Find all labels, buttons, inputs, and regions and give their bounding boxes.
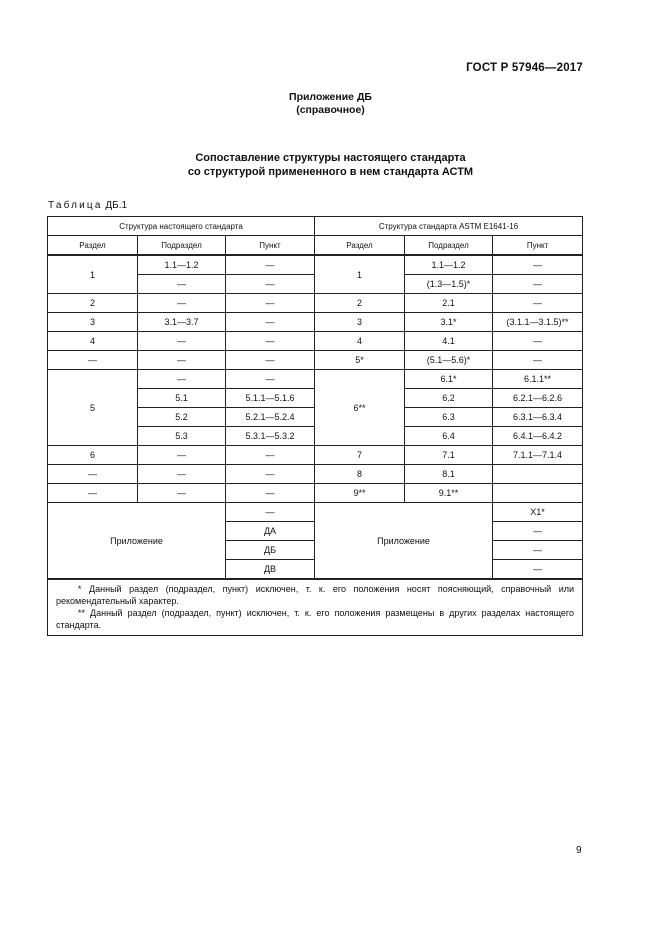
table-row [48, 446, 583, 465]
table-cell: — [48, 484, 138, 503]
table-cell: 1.1—1.2 [405, 255, 493, 275]
table-cell: 4.1 [405, 332, 493, 351]
table-cell: ДБ [226, 541, 315, 560]
table-cell: — [493, 332, 583, 351]
appendix-label-left: Приложение [48, 503, 226, 580]
table-cell: — [226, 255, 315, 275]
table-cell: 4 [315, 332, 405, 351]
table-cell: 1 [48, 255, 138, 294]
table-cell: 6.2 [405, 389, 493, 408]
table-cell: 7 [315, 446, 405, 465]
table-cell: 6.4.1—6.4.2 [493, 427, 583, 446]
column-header: Подраздел [405, 236, 493, 256]
table-cell: 5* [315, 351, 405, 370]
table-group-header-row [48, 217, 583, 236]
table-cell: — [226, 275, 315, 294]
table-notes-row [48, 579, 583, 636]
table-cell: — [226, 484, 315, 503]
table-cell: 5 [48, 370, 138, 446]
table-label [48, 200, 127, 211]
appendix-subtitle: (справочное) [296, 104, 365, 116]
table-cell: — [493, 541, 583, 560]
appendix-heading [0, 91, 661, 117]
table-cell: — [493, 351, 583, 370]
table-row [48, 313, 583, 332]
table-notes [48, 579, 583, 636]
appendix-title: Приложение ДБ [289, 91, 372, 103]
table-cell: 5.1.1—5.1.6 [226, 389, 315, 408]
table-cell: 1.1—1.2 [138, 255, 226, 275]
table-cell: 6 [48, 446, 138, 465]
table-cell: 3 [315, 313, 405, 332]
table-cell: — [226, 503, 315, 522]
table-cell: 9** [315, 484, 405, 503]
table-cell: ДВ [226, 560, 315, 580]
table-cell: — [138, 370, 226, 389]
table-cell: (5.1—5.6)* [405, 351, 493, 370]
table-cell [493, 484, 583, 503]
table-cell: 3.1* [405, 313, 493, 332]
table-cell: 8 [315, 465, 405, 484]
table-cell: — [48, 465, 138, 484]
document-title [0, 151, 661, 179]
column-header: Раздел [48, 236, 138, 256]
table-cell: — [493, 560, 583, 580]
table-cell: — [226, 351, 315, 370]
table-cell: — [493, 522, 583, 541]
table-cell: — [48, 351, 138, 370]
table-cell: — [493, 275, 583, 294]
document-title-line-1: Сопоставление структуры настоящего стандарта [195, 152, 466, 164]
table-cell: — [226, 294, 315, 313]
table-cell: 5.2 [138, 408, 226, 427]
table-cell: — [226, 465, 315, 484]
table-cell: — [138, 294, 226, 313]
table-cell: 7.1 [405, 446, 493, 465]
table-cell: 5.3.1—5.3.2 [226, 427, 315, 446]
table-cell: 6** [315, 370, 405, 446]
group-header-left: Структура настоящего стандарта [48, 217, 315, 236]
table-cell: 3.1—3.7 [138, 313, 226, 332]
table-label-prefix: Таблица [48, 200, 103, 211]
table-cell: 8.1 [405, 465, 493, 484]
table-cell: 5.1 [138, 389, 226, 408]
table-cell: 5.2.1—5.2.4 [226, 408, 315, 427]
footnote-2: ** Данный раздел (подраздел, пункт) исключен, т. к. его положения размещены в других разделах настоящего стандарта. [56, 608, 575, 630]
table-row [48, 351, 583, 370]
appendix-label-right: Приложение [315, 503, 493, 580]
table-cell: 4 [48, 332, 138, 351]
page-number: 9 [576, 845, 582, 856]
table-label-id: ДБ.1 [105, 200, 128, 211]
table-cell: (1.3—1.5)* [405, 275, 493, 294]
table-cell: 6.4 [405, 427, 493, 446]
table-cell [493, 465, 583, 484]
table-cell: — [226, 313, 315, 332]
column-header: Подраздел [138, 236, 226, 256]
table-cell: ДА [226, 522, 315, 541]
table-cell: X1* [493, 503, 583, 522]
table-cell: — [226, 370, 315, 389]
table-cell: 2.1 [405, 294, 493, 313]
table-cell: (3.1.1—3.1.5)** [493, 313, 583, 332]
table-cell: 2 [315, 294, 405, 313]
standard-code: ГОСТ Р 57946—2017 [466, 62, 583, 74]
column-header: Пункт [493, 236, 583, 256]
table-cell: 6.1* [405, 370, 493, 389]
table-cell: — [493, 255, 583, 275]
table-cell: — [138, 465, 226, 484]
column-header: Пункт [226, 236, 315, 256]
table-row [48, 332, 583, 351]
table-cell: — [138, 275, 226, 294]
document-title-line-2: со структурой примененного в нем стандарта АСТМ [187, 166, 474, 178]
table-cell: 9.1** [405, 484, 493, 503]
table-cell: 1 [315, 255, 405, 294]
table-cell: 6.1.1** [493, 370, 583, 389]
table-cell: — [138, 484, 226, 503]
table-cell: — [226, 332, 315, 351]
table-row [48, 465, 583, 484]
column-header: Раздел [315, 236, 405, 256]
table-row [48, 255, 583, 275]
table-cell: — [138, 351, 226, 370]
table-cell: 7.1.1—7.1.4 [493, 446, 583, 465]
table-cell: — [226, 446, 315, 465]
table-cell: — [138, 446, 226, 465]
table-cell: 6.3.1—6.3.4 [493, 408, 583, 427]
table-cell: — [493, 294, 583, 313]
group-header-right: Структура стандарта ASTM E1641-16 [315, 217, 583, 236]
footnote-1: * Данный раздел (подраздел, пункт) исключен, т. к. его положения носят поясняющий, справочный или рекомендательный характер. [56, 584, 575, 606]
table-cell: 2 [48, 294, 138, 313]
table-cell: 6.3 [405, 408, 493, 427]
comparison-table [47, 216, 583, 636]
table-row [48, 484, 583, 503]
table-cell: 3 [48, 313, 138, 332]
table-cell: 6.2.1—6.2.6 [493, 389, 583, 408]
table-cell: 5.3 [138, 427, 226, 446]
table-cell: — [138, 332, 226, 351]
table-row [48, 294, 583, 313]
table-row [48, 370, 583, 389]
table-row [48, 503, 583, 522]
table-column-header-row [48, 236, 583, 256]
